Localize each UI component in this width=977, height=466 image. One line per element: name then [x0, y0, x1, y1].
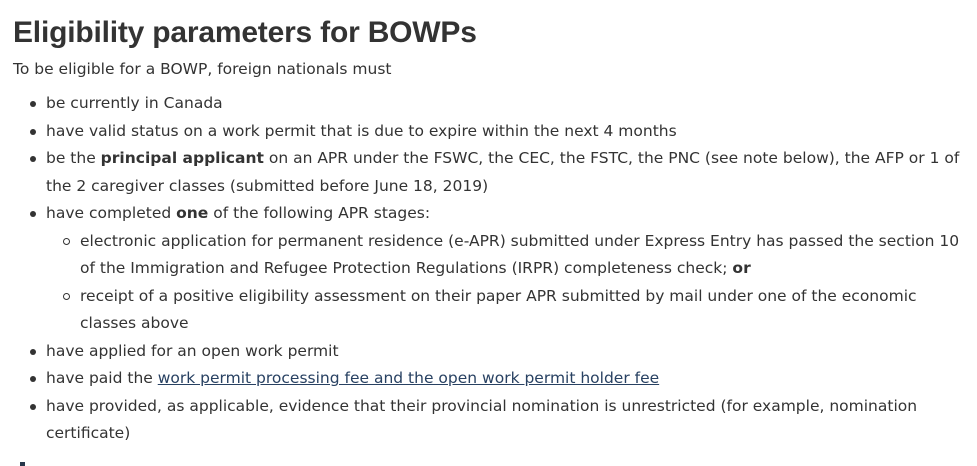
item-text: on an APR under the FSWC, the CEC, the FSTC, the PNC (see note below), the AFP or 1 of the 2 caregiver classes (submitted before June 18, 2019) [46, 149, 960, 195]
item-text: be the [46, 149, 101, 167]
item-emphasis: principal applicant [100, 149, 264, 167]
sub-list-item [80, 283, 973, 338]
item-text: electronic application for permanent residence (e-APR) submitted under Express Entry has passed the section 10 of the Immigration and Refugee Protection Regulations (IRPR) completeness check; [80, 231, 960, 277]
intro-text: To be eligible for a BOWP, foreign nationals must [13, 60, 392, 78]
item-emphasis: or [732, 259, 751, 277]
page-edge-mark [20, 462, 25, 466]
sub-list-item [80, 228, 973, 283]
list-item [46, 90, 973, 118]
item-text: have applied for an open work permit [46, 341, 339, 360]
item-text: have completed [46, 204, 177, 222]
list-item [46, 393, 973, 448]
list-item [46, 118, 973, 146]
list-item [46, 365, 973, 393]
list-item [46, 338, 973, 366]
item-text: of the following APR stages: [208, 204, 431, 222]
item-text: receipt of a positive eligibility assessment on their paper APR submitted by mail under one of the economic classes above [80, 286, 917, 332]
list-item [46, 200, 973, 338]
item-text: have valid status on a work permit that is due to expire within the next 4 months [46, 121, 677, 140]
item-text: be currently in Canada [46, 94, 223, 112]
apr-stages-list [46, 228, 973, 338]
fees-link[interactable]: work permit processing fee and the open work permit holder fee [157, 369, 660, 387]
item-text: have provided, as applicable, evidence that their provincial nomination is unrestricted (for example, nomination certificate) [46, 396, 918, 442]
item-emphasis: one [176, 204, 209, 222]
item-text: have paid the [46, 369, 158, 387]
eligibility-list [13, 90, 973, 448]
section-heading: Eligibility parameters for BOWPs [13, 16, 477, 49]
content-section [13, 0, 973, 448]
list-item [46, 145, 973, 200]
